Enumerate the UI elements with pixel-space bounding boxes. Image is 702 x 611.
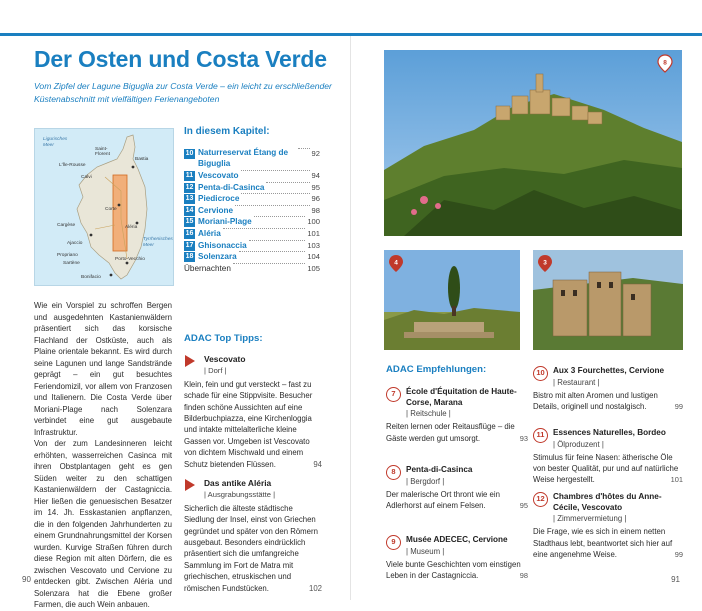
toc-item[interactable]: [184, 170, 320, 182]
recommendation-page: 95: [519, 501, 528, 510]
ruins-image: [384, 250, 520, 350]
toc-name: Übernachten: [184, 263, 231, 273]
stone-village-photo: [533, 250, 683, 350]
tip-text: Sicherlich die älteste städtische Siedlung der Insel, einst von Griechen gegründet und später von den Römern ausgebaut. Besonders eindrücklich präsentiert sich die umfangreiche Sammlung im Fort de Matra mit griechischen, etruskischen und römischen Fundstücken.: [184, 503, 318, 593]
recommendation-entry: [386, 535, 528, 581]
toc-item[interactable]: [184, 205, 320, 217]
recommendation-number: 12: [533, 492, 548, 507]
recommendation-number: 7: [386, 387, 401, 402]
recommendation-category: | Reitschule |: [406, 409, 451, 419]
top-bar: [0, 0, 702, 36]
location-pin-icon: [658, 55, 672, 72]
map-label-ajaccio: Ajaccio: [67, 241, 83, 246]
hilltop-village-image: [384, 50, 682, 236]
recommendation-category: | Restaurant |: [553, 377, 600, 387]
toc-name: Vescovato: [198, 171, 239, 180]
aleria-dot: [136, 222, 139, 225]
corte-dot: [118, 204, 121, 207]
map-label-bastia: Bastia: [135, 157, 149, 162]
recommendation-text-block: [386, 489, 528, 511]
recommendation-title: Musée ADECEC, Cervione: [406, 535, 508, 544]
toc-number: 13: [185, 195, 194, 203]
toc-name: Ghisonaccia: [198, 240, 247, 250]
page-title: Der Osten und Costa Verde: [34, 46, 327, 72]
tip-title: Das antike Aléria: [204, 478, 272, 488]
page-number-left: 90: [22, 575, 31, 584]
east-region-highlight: [113, 175, 127, 251]
left-photo-badge-number: 4: [394, 259, 398, 267]
toc-number: 15: [185, 218, 194, 226]
main-photo-badge-number: 8: [663, 59, 667, 67]
map-label-calvi: Calvi: [81, 175, 92, 180]
recommendation-title: Aux 3 Fourchettes, Cervione: [553, 366, 665, 375]
toc-page: 94: [311, 171, 320, 180]
bastia-dot: [132, 166, 135, 169]
porto-vecchio-dot: [126, 262, 129, 265]
toc-page: 104: [307, 252, 320, 262]
hilltop-village-photo: [384, 50, 682, 236]
intro-paragraph: Wie ein Vorspiel zu schroffen Bergen und ausgedehnten Kastanienwäldern präsentiert sich das korsische Flachland der Ostküste, auch als Plaine orientale bekannt. Es wird durch seine Lagunen und lange Sandstrände geprägt – ein gut besuchtes Feriendomizil, vor allem von Franzosen und Italienern. Die Costa Verde über Moriani-Plage nach Solenzara verbindet eine gut ausgebaute Infrastruktur.: [34, 301, 172, 437]
toc-page: 101: [307, 228, 320, 238]
tip-text: Klein, fein und gut versteckt – fast zu schade für eine Stippvisite. Besucher finden schöne Aussichten auf eine Bilderbuchpiazza, eine Kirchenloggia und intakte mittelalterliche kleine Gassen vor. Umgeben ist Vescovato von dichtem Mischwald und einem Schutz bietenden Flüssen.: [184, 379, 313, 469]
recommendation-entry: [386, 465, 528, 511]
tip-category: | Dorf |: [204, 366, 227, 376]
empfehlungen-heading: ADAC Empfehlungen:: [386, 364, 487, 375]
recommendation-number: 8: [386, 465, 401, 480]
toc-item[interactable]: [184, 182, 320, 194]
location-pin-icon: [538, 255, 552, 272]
toc-page: 105: [307, 263, 320, 273]
intro-paragraph: Von der zum Landesinneren leicht erhöhten, wasserreichen Casinca mit ihren Obstplantagen geht es gen Süden weiter zu den schattigen Kastanienwäldern der Castagniccia. Hier ließen die genuesischen Besatzer im 14. Jh. Esskastanien anpflanzen, die in den folgenden Jahrhunderten zu einem Grundnahrungsmittel der Korsen wurden. Kurvige Straßen führen durch diese Region mit alten Dörfern, die es zwischen Vescovato und Cervione zu entdecken gibt. Zwischen Aléria und Solenzara hat die Ebene großer Farmen, die auch Wein anbauen.: [34, 439, 172, 609]
toc-name: Naturreservat Étang de Biguglia: [198, 148, 289, 168]
toc-page: 98: [311, 205, 320, 215]
toc-number: 14: [185, 206, 194, 214]
left-page: [0, 36, 351, 609]
recommendation-text: Der malerische Ort thront wie ein Adlerhorst auf einem Felsen.: [386, 489, 500, 510]
map-label-corte: Corte: [105, 207, 117, 212]
recommendation-text: Viele bunte Geschichten vom einstigen Leben in der Castagniccia.: [386, 559, 521, 580]
recommendation-number: 10: [533, 366, 548, 381]
recommendation-page: 99: [674, 549, 683, 559]
recommendation-category: | Museum |: [406, 546, 445, 556]
corsica-map: [34, 128, 174, 286]
recommendation-title: Penta-di-Casinca: [406, 465, 473, 474]
stone-village-image: [533, 250, 683, 350]
map-label-sea-west: Ligurisches Meer: [43, 137, 68, 148]
red-marker-icon: [184, 354, 196, 368]
toc-item[interactable]: [184, 216, 320, 228]
tip-category: | Ausgrabungsstätte |: [204, 490, 276, 500]
recommendation-text-block: [533, 452, 683, 486]
recommendation-text-block: [386, 421, 528, 443]
tip-title: Vescovato: [204, 354, 246, 364]
recommendation-page: 99: [674, 402, 683, 411]
recommendation-title: Essences Naturelles, Bordeo: [553, 428, 666, 437]
page-number-right: 91: [671, 575, 680, 584]
recommendation-entry: [533, 492, 683, 560]
recommendation-text: Bistro mit alten Aromen und lustigen Details, originell und nostalgisch.: [533, 390, 658, 411]
intro-text: [34, 300, 172, 611]
top-tip: [184, 354, 322, 470]
toc-item[interactable]: [184, 148, 320, 170]
recommendation-category: | Zimmervermietung |: [553, 514, 627, 524]
recommendation-entry: [533, 366, 683, 412]
recommendation-text-block: [533, 526, 683, 560]
top-tip: [184, 478, 322, 594]
recommendation-text: Die Frage, wie es sich in einem netten Stadthaus lebt, beantwortet sich hier auf eine angenehme Weise.: [533, 527, 673, 559]
map-label-porto-vecchio: Porto-Vecchio: [115, 257, 145, 262]
map-label-ile-rousse: L'Île-Rousse: [59, 163, 86, 168]
recommendation-page: 98: [519, 571, 528, 580]
page-subtitle: Vom Zipfel der Lagune Biguglia zur Costa Verde – ein leicht zu erschließender Küstenabschnitt mit vielfältigen Ferienangeboten: [34, 81, 332, 104]
toc-page: 96: [311, 194, 320, 204]
toc-item[interactable]: [184, 193, 320, 205]
recommendation-page: 93: [519, 433, 528, 443]
recommendation-number: 11: [533, 428, 548, 443]
map-label-sartene: Sartène: [63, 261, 80, 266]
map-label-cargese: Cargèse: [57, 223, 76, 228]
chapter-heading: In diesem Kapitel:: [184, 126, 270, 137]
toc-page: 92: [311, 149, 320, 158]
ajaccio-dot: [90, 234, 93, 237]
location-pin-icon: [389, 255, 403, 272]
toc-item[interactable]: [184, 251, 320, 263]
recommendation-category: | Ölproduzent |: [553, 439, 604, 449]
recommendation-text: Reiten lernen oder Reitausflüge – die Gäste werden gut umsorgt.: [386, 422, 515, 443]
toc-number: 17: [185, 241, 194, 249]
map-label-sea-east: Tyrrhenisches Meer: [143, 237, 173, 248]
recommendation-title: École d'Équitation de Haute-Corse, Marana: [406, 387, 517, 407]
tip-text-block: [184, 379, 322, 470]
toc-name: Moriani-Plage: [198, 217, 252, 227]
map-label-aleria: Aléria: [125, 225, 138, 230]
tip-page: 94: [313, 459, 322, 469]
red-marker-icon: [184, 478, 196, 492]
toc-name: Aléria: [198, 228, 221, 238]
toc-name: Penta-di-Casinca: [198, 182, 265, 192]
recommendation-text: Stimulus für feine Nasen: ätherische Öle von bester Qualität, pur und auf natürliche Weise hergestellt.: [533, 452, 679, 485]
toc-page: 100: [307, 217, 320, 227]
right-photo-badge-number: 3: [543, 259, 547, 267]
toc-name: Cervione: [198, 205, 234, 215]
toc-number: 10: [185, 150, 194, 157]
tip-page: 102: [308, 583, 322, 593]
toc-number: 12: [185, 183, 194, 191]
toc-item[interactable]: [184, 228, 320, 240]
recommendation-entry: [533, 428, 683, 485]
map-label-bonifacio: Bonifacio: [81, 275, 101, 280]
toc-item-extra[interactable]: [184, 263, 320, 275]
recommendation-text-block: [533, 390, 683, 412]
toc-number: 18: [185, 253, 194, 261]
map-label-propriano: Propriano: [57, 253, 78, 258]
top-tips-heading: ADAC Top Tipps:: [184, 333, 263, 344]
toc-number: 11: [185, 172, 194, 179]
chapter-toc: [184, 148, 320, 274]
toc-name: Solenzara: [198, 252, 237, 262]
recommendation-title: Chambres d'hôtes du Anne-Cécile, Vescovato: [553, 492, 662, 512]
right-page: [351, 36, 702, 600]
toc-page: 95: [311, 182, 320, 192]
recommendation-page: 101: [670, 475, 683, 485]
recommendation-entry: [386, 387, 528, 444]
recommendation-number: 9: [386, 535, 401, 550]
map-label-saint-florent: Saint-Florent: [95, 147, 110, 157]
toc-name: Piedicroce: [198, 194, 240, 204]
recommendation-text-block: [386, 559, 528, 581]
toc-page: 103: [307, 240, 320, 250]
toc-item[interactable]: [184, 240, 320, 252]
bonifacio-dot: [110, 274, 113, 277]
ruins-photo: [384, 250, 520, 350]
toc-number: 16: [185, 229, 194, 237]
recommendation-category: | Bergdorf |: [406, 476, 445, 486]
tip-text-block: [184, 503, 322, 594]
